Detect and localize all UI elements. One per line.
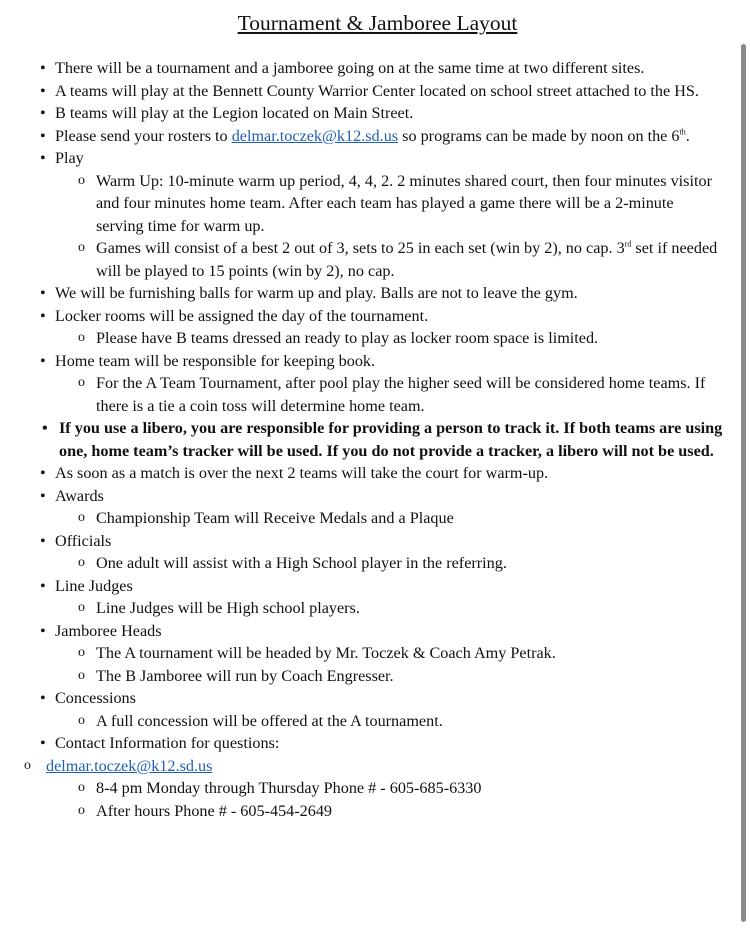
bullet-icon: • xyxy=(40,621,46,640)
list-item: • Locker rooms will be assigned the day of the tournament. xyxy=(0,305,740,328)
list-item: • A teams will play at the Bennett County Warrior Center located on school street attached to the HS. xyxy=(0,80,740,103)
list-item: • Officials xyxy=(0,530,740,553)
list-item: • Play xyxy=(0,147,740,170)
bullet-icon: • xyxy=(40,576,46,595)
sub-list-item: o Line Judges will be High school players. xyxy=(0,597,740,620)
roster-email-link[interactable]: delmar.toczek@k12.sd.us xyxy=(231,126,399,145)
sub-list-item: o The A tournament will be headed by Mr. Toczek & Coach Amy Petrak. xyxy=(0,642,740,665)
sub-list-item: o For the A Team Tournament, after pool play the higher seed will be considered home teams. If there is a tie a coin toss will determine home team. xyxy=(78,374,706,415)
bullet-icon: • xyxy=(40,59,46,77)
circle-bullet-icon: o xyxy=(78,510,85,525)
bullet-icon: • xyxy=(40,486,46,505)
list-item: • Contact Information for questions: xyxy=(0,732,740,755)
list-item: • Concessions xyxy=(0,687,740,710)
bullet-icon: • xyxy=(40,149,46,167)
bullet-icon: • xyxy=(40,734,46,752)
circle-bullet-icon: o xyxy=(78,330,85,345)
list-item: • Jamboree Heads xyxy=(0,620,740,643)
circle-bullet-icon: o xyxy=(78,172,85,188)
sub-list-item: o One adult will assist with a High School player in the referring. xyxy=(0,552,740,575)
sub-list-item: o The B Jamboree will run by Coach Engresser. xyxy=(0,665,740,688)
contact-email-item xyxy=(0,755,740,778)
circle-bullet-icon: o xyxy=(78,375,85,390)
list-item: • B teams will play at the Legion located on Main Street. xyxy=(0,102,740,125)
sub-list-item: o Warm Up: 10-minute warm up period, 4, 4, 2. 2 minutes shared court, then four minutes visitor and four minutes home team. After each team has played a game there will be a 2-minute serving time for warm up. xyxy=(78,171,712,235)
bullet-icon: • xyxy=(40,284,46,302)
page-title: Tournament & Jamboree Layout xyxy=(237,11,518,35)
list-item: • Awards xyxy=(0,485,740,508)
circle-bullet-icon: o xyxy=(78,712,85,728)
list-item: • Home team will be responsible for keeping book. xyxy=(0,350,740,373)
bullet-icon: • xyxy=(40,531,46,550)
bullet-icon: • xyxy=(40,126,46,145)
list-item: • Please send your rosters to delmar.toczek@k12.sd.us so programs can be made by noon on the 6th. xyxy=(0,125,740,148)
circle-bullet-icon: o xyxy=(78,555,85,570)
list-item: • We will be furnishing balls for warm up and play. Balls are not to leave the gym. xyxy=(0,282,740,305)
bullet-icon: • xyxy=(40,689,46,707)
bullet-icon: • xyxy=(40,104,46,122)
circle-bullet-icon: o xyxy=(78,240,85,255)
bullet-icon: • xyxy=(40,464,46,482)
list-item-libero-rule: • If you use a libero, you are responsible for providing a person to track it. If both teams are using one, home team’s tracker will be used. If you do not provide a tracker, a libero will not be used. xyxy=(42,419,723,460)
bullet-icon: • xyxy=(40,306,46,325)
bullet-icon: • xyxy=(40,351,46,370)
circle-bullet-icon: o xyxy=(78,645,85,660)
circle-bullet-icon: o xyxy=(24,757,31,773)
bullet-icon: • xyxy=(40,81,46,100)
list-item: • As soon as a match is over the next 2 teams will take the court for warm-up. xyxy=(0,462,740,485)
circle-bullet-icon: o xyxy=(78,600,85,615)
sub-list-item: o Games will consist of a best 2 out of 3, sets to 25 in each set (win by 2), no cap. 3rd set if needed will be played to 15 points (win by 2), no cap. xyxy=(78,239,718,280)
circle-bullet-icon: o xyxy=(78,780,85,795)
list-item: • There will be a tournament and a jamboree going on at the same time at two different sites. xyxy=(0,57,740,80)
vertical-scrollbar[interactable] xyxy=(741,44,746,922)
circle-bullet-icon: o xyxy=(78,667,85,683)
bullet-icon: • xyxy=(42,419,48,437)
sub-list-item: o Championship Team will Receive Medals and a Plaque xyxy=(0,507,740,530)
sub-list-item: o Please have B teams dressed an ready to play as locker room space is limited. xyxy=(0,327,740,350)
sub-list-item: o A full concession will be offered at the A tournament. xyxy=(0,710,740,733)
contact-email-link[interactable]: delmar.toczek@k12.sd.us xyxy=(46,756,213,775)
sub-list-item: o 8-4 pm Monday through Thursday Phone # - 605-685-6330 xyxy=(0,777,740,800)
bullet-list xyxy=(0,57,740,822)
circle-bullet-icon: o xyxy=(78,802,85,818)
sub-list-item: o After hours Phone # - 605-454-2649 xyxy=(0,800,740,823)
list-item: • Line Judges xyxy=(0,575,740,598)
